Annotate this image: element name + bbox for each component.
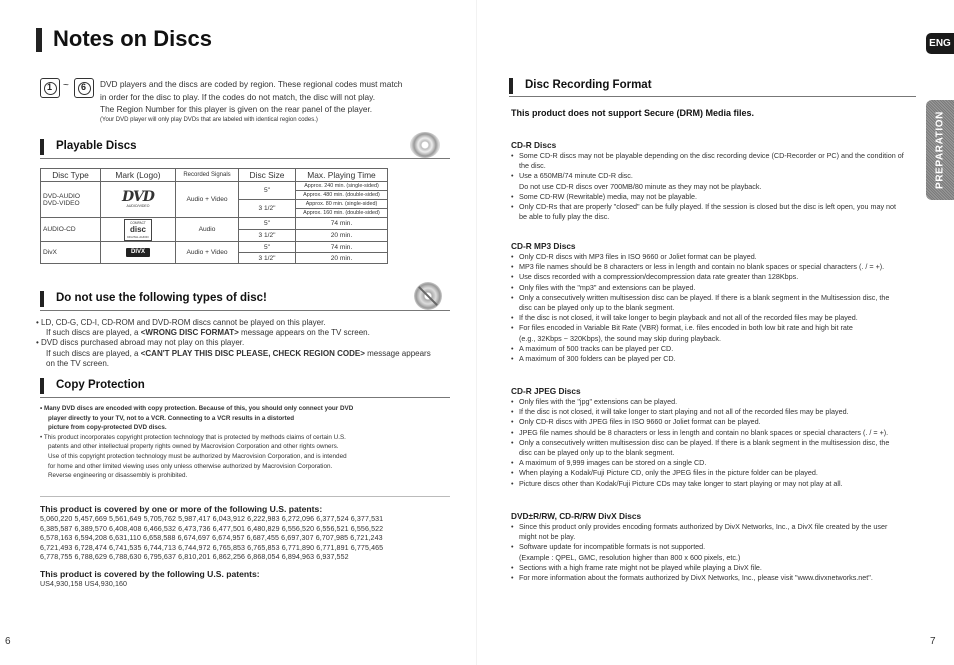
cd-size-3: 3 1/2" <box>239 230 296 242</box>
list-item: Reverse engineering or disassembly is prohibited. <box>48 472 188 480</box>
list-item: • JPEG file names should be 8 characters or less in length and contain no blank spaces or special characters (. / = +). <box>511 428 889 438</box>
region-left-number: 1 <box>47 82 53 92</box>
dvd-size-5: 5" <box>239 182 296 200</box>
playable-discs-table <box>40 168 388 264</box>
donot-text-span: DVD discs purchased abroad may not play on this player. <box>41 338 245 348</box>
recording-underline <box>509 96 916 97</box>
eng-badge <box>926 33 954 54</box>
side-tab-label: PREPARATION <box>934 111 946 189</box>
patent-line: 6,778,755 6,788,629 6,788,630 6,795,637 6,810,201 6,862,256 6,868,054 6,894,963 6,937,552 <box>40 553 349 562</box>
copy-line: Many DVD discs are encoded with copy protection. Because of this, you should only connect your DVD <box>43 405 354 412</box>
patents-block <box>40 503 383 590</box>
cd-size-5: 5" <box>239 218 296 230</box>
region-right-number: 6 <box>81 82 87 92</box>
section-bar <box>40 291 44 307</box>
cd-logo-top: COMPACT <box>130 220 146 225</box>
list-item: • Software update for incompatible formats is not supported. <box>511 542 887 552</box>
list-item: • Some CD-R discs may not be playable depending on the disc recording device (CD-Recorder or PC) and the condition of <box>511 151 904 161</box>
donot-text-span: LD, CD-G, CD-I, CD-ROM and DVD-ROM discs cannot be played on this player. <box>41 318 326 327</box>
list-item: • Only CD-R discs with MP3 files in ISO 9660 or Joliet format can be played. <box>511 252 889 262</box>
list-item: patents and other intellectual property rights owned by Macrovision Corporation and other rights owners. <box>48 443 339 451</box>
dvd-video-label: DVD-VIDEO <box>43 199 80 207</box>
copy-title-text: Copy Protection <box>56 379 145 391</box>
list-item: for home and other limited viewing uses only unless otherwise authorized by Macrovision Corporation. <box>48 462 333 470</box>
patent-divider <box>40 496 450 497</box>
mp3-title: CD-R MP3 Discs <box>511 241 576 251</box>
region-icon-left <box>40 78 60 98</box>
page-number-right: 7 <box>930 636 936 647</box>
donot-text-span: on the TV screen. <box>46 358 109 368</box>
header-mark: Mark (Logo) <box>101 169 176 182</box>
donot-text-span: message appears on the TV screen. <box>238 328 370 338</box>
dvd-logo-icon: DVD <box>122 189 154 205</box>
table-row <box>41 218 388 230</box>
dvd-time: Approx. 480 min. (double-sided) <box>296 191 388 200</box>
divx-items <box>511 522 887 583</box>
dvd-logo-sub: AUDIO/VIDEO <box>126 204 150 208</box>
header-signals: Recorded Signals <box>176 169 239 182</box>
list-item: • Picture discs other than Kodak/Fuji Picture CDs may take longer to start playing or may not play at all. <box>511 479 889 489</box>
region-tilde: ~ <box>63 80 69 91</box>
list-item: • Only a consecutively written multisession disc can be played. If there is a blank segment in the Multisession disc, the <box>511 293 889 303</box>
section-bar <box>509 78 513 94</box>
region-code-message: <CAN'T PLAY THIS DISC PLEASE, CHECK REGION CODE> <box>140 348 365 358</box>
section-bar <box>40 378 44 394</box>
cd-logo-main: disc <box>129 224 146 234</box>
list-item: • Use discs recorded with a compression/decompression data rate greater than 128Kbps. <box>511 272 889 282</box>
list-item: (e.g., 32Kbps ~ 320Kbps), the sound may skip during playback. <box>519 333 721 343</box>
divx-time: 74 min. <box>296 242 388 253</box>
page-number-left: 6 <box>5 636 11 647</box>
list-item <box>36 349 431 359</box>
divx-logo-icon: DIVX <box>126 248 150 257</box>
patents-title-2: This product is covered by the following U.S. patents: <box>40 568 260 579</box>
header-disc-type: Disc Type <box>41 169 101 182</box>
donot-text-span: If such discs are played, a <box>46 328 141 338</box>
list-item: • Sections with a high frame rate might not be played while playing a DivX file. <box>511 563 887 573</box>
list-item: • DVD discs purchased abroad may not play on this player. <box>36 338 245 348</box>
page-fold <box>476 0 477 665</box>
no-disc-icon <box>414 282 442 310</box>
region-note: (Your DVD player will only play DVDs that are labeled with identical region codes.) <box>100 116 318 123</box>
region-icon-right <box>74 78 94 98</box>
copy-line: This product incorporates copyright protection technology that is protected by methods claims of certain U.S. <box>43 433 346 441</box>
patent-line: 6,721,493 6,728,474 6,741,535 6,744,713 6,744,972 6,765,853 6,765,853 6,771,890 6,771,891 6,775,465 <box>40 543 384 552</box>
list-item: • Only files with the "jpg" extensions can be played. <box>511 397 889 407</box>
eng-label: ENG <box>929 38 951 49</box>
cdr-items <box>511 151 904 222</box>
cd-logo-cell <box>101 218 176 242</box>
region-text <box>100 78 402 125</box>
list-item: • A maximum of 500 tracks can be played per CD. <box>511 344 889 354</box>
mp3-list <box>511 252 889 364</box>
cd-type-cell: AUDIO-CD <box>41 218 101 242</box>
region-line: DVD players and the discs are coded by region. These regional codes must match <box>100 79 403 89</box>
title-bar <box>36 28 42 52</box>
divx-time: 20 min. <box>296 253 388 264</box>
dvd-time: Approx. 80 min. (single-sided) <box>296 200 388 209</box>
list-item: • If the disc is not closed, it will take longer to start playing and not all of the recorded files may be played. <box>511 407 889 417</box>
list-item <box>36 328 431 338</box>
donot-underline <box>40 310 450 311</box>
preparation-side-tab <box>926 100 954 200</box>
jpeg-list <box>511 397 889 489</box>
patents-title: This product is covered by one or more of the following U.S. patents: <box>40 504 323 514</box>
donot-text <box>36 318 431 369</box>
list-item: be able to fully play the disc. <box>519 212 610 222</box>
table-row <box>41 242 388 253</box>
playable-title-text: Playable Discs <box>56 140 137 152</box>
list-item: player directly to your TV, not to a VCR. Connecting to a VCR results in a distorted <box>48 414 295 422</box>
patent-line: US4,930,158 US4,930,160 <box>40 579 128 588</box>
list-item: • Many DVD discs are encoded with copy protection. Because of this, you should only connect your DVD <box>40 405 354 412</box>
list-item: • Some CD-RW (Rewritable) media, may not be playable. <box>511 192 904 202</box>
disc-decoration-icon <box>410 132 440 158</box>
list-item: • A maximum of 300 folders can be played per CD. <box>511 354 889 364</box>
list-item: (Example : QPEL, GMC, resolution higher than 800 x 600 pixels, etc.) <box>519 552 741 562</box>
divx-signal: Audio + Video <box>176 242 239 264</box>
list-item: • Since this product only provides encoding formats authorized by DivX Networks, Inc., a DivX file created by the user <box>511 522 887 532</box>
donot-text-span: message appears <box>364 348 431 358</box>
compact-disc-logo-icon <box>124 219 152 241</box>
header-playing-time: Max. Playing Time <box>296 169 388 182</box>
divx-size-3: 3 1/2" <box>239 253 296 264</box>
list-item: • For more information about the formats authorized by DivX Networks, Inc., please visit "www.divxnetworks.net". <box>511 573 887 583</box>
list-item: • LD, CD-G, CD-I, CD-ROM and DVD-ROM discs cannot be played on this player. <box>36 318 326 327</box>
copy-text <box>40 404 353 481</box>
list-item: • Only CD-Rs that are properly "closed" can be fully played. If the session is closed but the disc is left open, you may not <box>511 202 904 212</box>
list-item: might not be play. <box>519 532 576 542</box>
list-item: disc can be played only up to the blank segment. <box>519 448 675 458</box>
mp3-items <box>511 252 889 364</box>
jpeg-items <box>511 397 889 489</box>
page-title-text: Notes on Discs <box>53 26 212 51</box>
list-item: • A maximum of 9,999 images can be stored on a single CD. <box>511 458 889 468</box>
dvd-time: Approx. 160 min. (double-sided) <box>296 209 388 218</box>
cd-time: 74 min. <box>296 218 388 230</box>
header-disc-size: Disc Size <box>239 169 296 182</box>
list-item: • MP3 file names should be 8 characters or less in length and contain no blank spaces or special characters (. / = +). <box>511 262 889 272</box>
dvd-time: Approx. 240 min. (single-sided) <box>296 182 388 191</box>
region-line: in order for the disc to play. If the codes do not match, the disc will not play. <box>100 91 376 102</box>
list-item: • Only files with the "mp3" and extensions can be played. <box>511 283 889 293</box>
table-header-row <box>41 169 388 182</box>
cdr-list <box>511 151 904 222</box>
divx-list <box>511 522 887 583</box>
donot-title-text: Do not use the following types of disc! <box>56 292 267 304</box>
list-item: • Only CD-R discs with JPEG files in ISO 9660 or Joliet format can be played. <box>511 417 889 427</box>
dvd-size-3: 3 1/2" <box>239 200 296 218</box>
dvd-logo-cell <box>101 182 176 218</box>
list-item: the disc. <box>519 161 546 171</box>
dvd-type-cell <box>41 182 101 218</box>
cd-signal: Audio <box>176 218 239 242</box>
drm-notice: This product does not support Secure (DRM) Media files. <box>511 108 755 118</box>
divx-type-cell: DivX <box>41 242 101 264</box>
list-item: • When playing a Kodak/Fuji Picture CD, only the JPEG files in the picture folder can be played. <box>511 468 889 478</box>
list-item: • Use a 650MB/74 minute CD-R disc. <box>511 171 904 181</box>
list-item: Do not use CD-R discs over 700MB/80 minute as they may not be playback. <box>519 181 762 191</box>
recording-title-text: Disc Recording Format <box>525 79 652 91</box>
section-bar <box>40 139 44 155</box>
cdr-title: CD-R Discs <box>511 140 557 150</box>
list-item: • Only a consecutively written multisession disc can be played. If there is a blank segment in the multisession disc, the <box>511 438 889 448</box>
jpeg-title: CD-R JPEG Discs <box>511 386 581 396</box>
list-item: • For files encoded in Variable Bit Rate (VBR) format, i.e. files encoded in both low bit rate and high bit rate <box>511 323 889 333</box>
list-item: disc can be played only up to the blank segment. <box>519 303 675 313</box>
cd-time: 20 min. <box>296 230 388 242</box>
divx-section-title: DVD±R/RW, CD-R/RW DivX Discs <box>511 511 642 521</box>
wrong-disc-format-message: <WRONG DISC FORMAT> <box>140 328 239 338</box>
divx-size-5: 5" <box>239 242 296 253</box>
patent-line: 6,578,163 6,594,208 6,631,110 6,658,588 6,674,697 6,674,957 6,687,455 6,697,307 6,707,985 6,721,243 <box>40 534 383 543</box>
dvd-signal: Audio + Video <box>176 182 239 218</box>
patent-line: 5,060,220 5,457,669 5,561,649 5,705,762 5,987,417 6,043,912 6,222,983 6,272,096 6,377,524 6,377,531 <box>40 515 384 523</box>
list-item: • If the disc is not closed, it will take longer to begin playback and not all of the recorded files may be played. <box>511 313 889 323</box>
playable-underline <box>40 158 450 159</box>
region-line: The Region Number for this player is given on the rear panel of the player. <box>100 104 373 114</box>
copy-underline <box>40 397 450 398</box>
dvd-audio-label: DVD-AUDIO <box>43 192 80 200</box>
table-row <box>41 182 388 191</box>
divx-logo-cell <box>101 242 176 264</box>
list-item <box>36 359 431 369</box>
patent-line: 6,385,587 6,389,570 6,408,408 6,466,532 6,473,736 6,477,501 6,480,829 6,556,520 6,556,521 6,556,522 <box>40 524 384 533</box>
list-item: picture from copy-protected DVD discs. <box>48 424 167 432</box>
cd-logo-bottom: DIGITAL AUDIO <box>127 234 149 239</box>
list-item: • This product incorporates copyright protection technology that is protected by methods claims of certain U.S. <box>40 433 346 441</box>
list-item: Use of this copyright protection technology must be authorized by Macrovision Corporation, and is intended <box>48 452 347 460</box>
donot-text-span: If such discs are played, a <box>46 348 141 358</box>
